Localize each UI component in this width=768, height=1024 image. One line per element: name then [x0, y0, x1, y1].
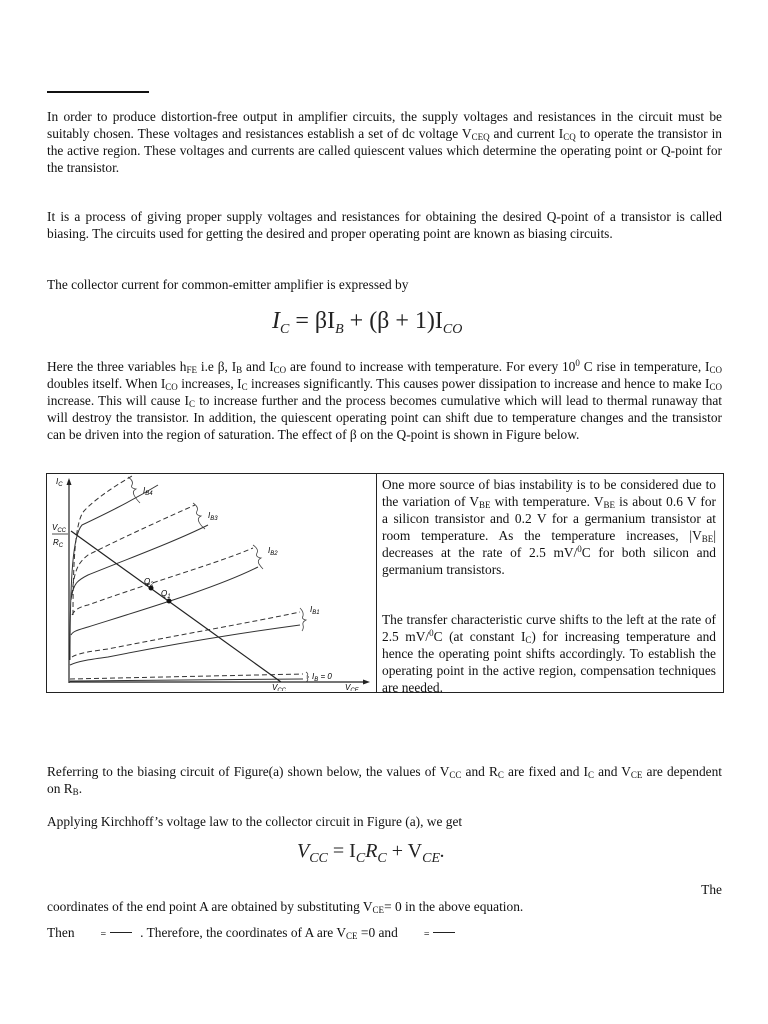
fraction-placeholder-1 [110, 932, 132, 933]
brace-ib2 [253, 545, 263, 569]
figure-divider [376, 473, 377, 693]
top-rule [47, 91, 149, 93]
label-vcc-over-rc-den: $R_C$ [53, 538, 64, 549]
paragraph-quiescent: In order to produce distortion-free output in amplifier circuits, the supply voltages and resistances in the circuit must be suitably chosen. These voltages and resistances establish a set of dc voltage $V_{CEQ}$ and current $I_{CQ}$ to operate the transistor in the active region. These voltages and currents are called quiescent values which determine the operating point or Q-point for the transistor. [47, 109, 722, 175]
y-axis-arrow-icon [67, 478, 72, 485]
curve-ib1-dashed [72, 612, 300, 657]
curve-ib4-dashed [73, 476, 132, 615]
curve-ib2-solid [71, 567, 258, 635]
curve-ib3-dashed [72, 505, 195, 595]
label-ib1: $I_{B1}$ [310, 605, 320, 616]
output-characteristics-figure [48, 475, 374, 691]
label-vce: $V_{CE}$ [345, 683, 359, 691]
box-paragraph-vbe: One more source of bias instability is to be considered due to the variation of $V_{BE}$ with temperature. $V_{BE}$ is about 0.6 V for a silicon transistor and 0.2 V for a germanium transistor at room temperature. As the temperature increases, $|V_{BE}|$ decreases at the rate of 2.5 mV/$^0$C for both silicon and germanium transistors. [382, 477, 716, 577]
label-ic: $I_C$ [56, 477, 63, 488]
curve-ib0-solid [70, 679, 303, 681]
fraction-placeholder-2 [433, 932, 455, 933]
paragraph-biasing: It is a process of giving proper supply voltages and resistances for obtaining the desired Q-point of a transistor is called biasing. The circuits used for getting the desired and proper operating point are known as biasing circuits. [47, 209, 722, 241]
paragraph-kvl: Applying Kirchhoff’s voltage law to the collector circuit in Figure (a), we get [47, 814, 463, 829]
label-ib3: $I_{B3}$ [208, 511, 218, 522]
brace-ib3 [193, 503, 205, 529]
paragraph-end-point: coordinates of the end point A are obtained by substituting $V_{CE}= 0$ in the above equation. [47, 899, 524, 915]
label-ib2: $I_{B2}$ [268, 546, 278, 557]
paragraph-collector-current: The collector current for common-emitter amplifier is expressed by [47, 277, 409, 292]
label-q2: $Q_2$ [144, 577, 154, 588]
brace-ib1 [300, 608, 306, 631]
dc-load-line [71, 531, 281, 682]
paragraph-the: The [701, 882, 722, 897]
paragraph-figure-a: Referring to the biasing circuit of Figure(a) shown below, the values of $V_{CC}$ and $R_C$ are fixed and $I_C$ and $V_{CE}$ are dependent on $R_B$. [47, 764, 723, 797]
paragraph-then: Then = . Therefore, the coordinates of A are $V_{CE} =0$ and = [47, 924, 722, 943]
equation-kvl: $V_{CC} = I_CR_C + V_{CE}$. [297, 840, 446, 866]
curve-ib0-dashed [70, 674, 303, 679]
brace-ib0 [306, 672, 309, 682]
equation-collector-current: $I_C = \beta I_B + (\beta + 1)I_{CO}$ [272, 308, 463, 337]
curve-ib1-solid [70, 625, 300, 665]
curve-ib3-solid [71, 525, 208, 600]
label-ib4: $I_{B4}$ [143, 486, 153, 497]
box-paragraph-transfer: The transfer characteristic curve shifts to the left at the rate of 2.5 mV/$^0$C (at constant $I_C$) for increasing temperature and hence the operating point shifts accordingly. To establish the operating point in the active region, compensation techniques are needed. [382, 612, 716, 695]
label-ib0: $I_B = 0$ [312, 672, 332, 683]
x-axis-arrow-icon [363, 680, 370, 685]
label-vcc-over-rc-num: $V_{CC}$ [52, 523, 67, 534]
label-q1: $Q_1$ [161, 589, 171, 600]
paragraph-temperature: Here the three variables $h_{FE}$ i.e β, $I_B$ and $I_{CO}$ are found to increase with temperature. For every $10^0$ C rise in temperature, $I_{CO}$ doubles itself. When $I_{CO}$ increases, $I_C$ increases significantly. This causes power dissipation to increase and hence to make $I_{CO}$ increase. This will cause $I_C$ to increase further and the process becomes cumulative which will lead to thermal runaway that will destroy the transistor. In addition, the quiescent operating point can shift due to temperature changes and the transistor can be driven into the region of saturation. The effect of β on the Q-point is shown in Figure below. [47, 358, 723, 442]
label-vcc-x: $V_{CC}$ [272, 683, 287, 691]
